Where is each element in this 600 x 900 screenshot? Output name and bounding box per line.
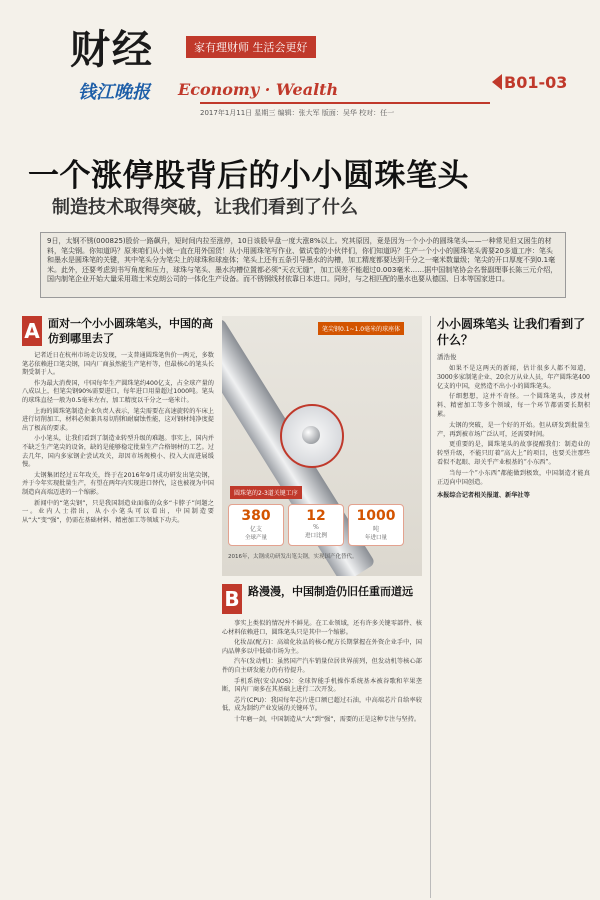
paragraph: 作为最大消费国，中国每年生产圆珠笔约400亿支，占全球产量的八成以上，但笔尖钢90%需要进口，每年进口用量超过1000吨。笔头的球珠直径一般为0.5毫米左右，加工精度以千分之一毫米计。: [22, 379, 214, 404]
pen-ball-icon: [302, 426, 320, 444]
paragraph: 事实上类似的情况并不鲜见。在工业领域，还有许多关键零部件、核心材料依赖进口，圆珠笔头只是其中一个缩影。: [222, 620, 422, 636]
issue-meta: 2017年1月11日 星期三 编辑：张大军 版面：吴华 校对：任一: [200, 109, 395, 117]
page-code: [492, 70, 580, 94]
paragraph: 太钢的突破，是一个好的开始。但从研发到批量生产，再到被市场广泛认可，还需要时间。: [437, 421, 590, 438]
arrow-left-icon: [492, 74, 502, 90]
stat-name: 全球产量: [244, 535, 267, 541]
section-title: 财经: [70, 27, 154, 73]
pen-infographic: [222, 316, 422, 576]
stat-card: [288, 504, 344, 546]
section-a-letter: A: [22, 316, 42, 346]
paragraph: 芯片(CPU)：我国每年芯片进口额已超过石油，中高端芯片自给率较低，成为制约产业发展的关键环节。: [222, 696, 422, 713]
middle-column: [222, 316, 422, 898]
sub-headline: 制造技术取得突破，让我们看到了什么: [52, 197, 358, 218]
section-a: [22, 316, 214, 898]
infographic-label-mid: 圆珠笔的2-3道关键工序: [230, 486, 302, 499]
paragraph: 更重要的是，圆珠笔头的故事提醒我们：制造业的转型升级，不能只盯着“高大上”的项目，也要关注那些看似不起眼、却关乎产业根基的“小东西”。: [437, 441, 590, 466]
stat-card: [348, 504, 404, 546]
main-headline: 一个涨停股背后的小小圆珠笔头: [28, 158, 469, 194]
section-b-body: [222, 620, 422, 725]
masthead: [0, 0, 600, 120]
page-code-label: B01-03: [504, 72, 568, 92]
newspaper-logo: 钱江晚报: [78, 82, 150, 103]
lead-paragraph: 9日，太钢不锈(000825)股价一路飙升，短时间内拉至涨停，10日该股早盘一度大涨8%以上。究其原因，竟是因为一个小小的圆珠笔头——一种常见但又困生的材料，笔尖钢。你知道吗？原来咱们从小就一直在用外国货！从小用圆珠笔写作业、做试卷的小伙伴们，你们知道吗？生产一个小小的圆珠笔头需要20多道工序：笔头和墨水是圆珠笔的关键，其中笔头分为笔尖上的球珠和球座体；笔头上还有五条引导墨水的沟槽，加工精度都要达到千分之一毫米数量级；笔尖的开口厚度不到0.1毫米。此外，还要考虑到书写角度和压力，球珠与笔头、墨水沟槽位置都必须“天衣无缝”，加工误差不能超过0.003毫米……据中国制笔协会名誉副理事长陈三元介绍，国内制笔企业开始大量采用瑞士米克朗公司的一体化生产设备。而不锈钢线材依靠日本进口。同时，与之相匹配的墨水也要从德国、日本等国家进口。: [40, 232, 566, 298]
commentary-body: [437, 365, 590, 487]
infographic-label-top: 笔尖钢0.1~1.0毫米的球座体: [318, 322, 404, 335]
section-b-header: [222, 584, 422, 614]
section-a-header: [22, 316, 214, 346]
paragraph: 手机系统(安卓/iOS)：全球智能手机操作系统基本被谷歌和苹果垄断，国内厂商多在其基础上进行二次开发。: [222, 677, 422, 694]
paragraph: 新闻中的“笔尖钢”，只是我国制造业面临的众多“卡脖子”问题之一。业内人士指出，从小小笔头可以看出，中国制造要从“大”变“强”，仍需在基础材料、精密加工等领域下功夫。: [22, 499, 214, 524]
commentary-byline: 潘浩俊: [437, 353, 457, 361]
stat-unit: 吨: [372, 526, 379, 533]
paragraph: 汽车(发动机)：虽然国产汽车销量位居世界前列，但发动机等核心部件的自主研发能力仍有待提升。: [222, 658, 422, 674]
section-a-body: [22, 352, 214, 525]
paragraph: 十年磨一剑，中国制造从“大”到“强”，需要的正是这种专注与坚持。: [234, 715, 421, 723]
stat-unit: 亿支: [249, 526, 262, 533]
infographic-note: 2016年，太钢成功研发出笔尖钢，实现国产化替代。: [228, 554, 358, 560]
paragraph: 记者近日在杭州市场走访发现，一支普通圆珠笔售价一两元，多数笔芯依赖进口笔尖钢，国内厂商虽然能生产笔杆等，但最核心的笔头长期受制于人。: [22, 352, 214, 377]
paragraph: 仔细想想，这并不奇怪。一个圆珠笔头，涉及材料、精密加工等多个领域，每一个环节都需要长期积累。: [437, 393, 590, 418]
section-b-letter: B: [222, 584, 242, 614]
commentary-source: 本报综合记者相关报道、新华社等: [437, 492, 530, 500]
stats-row: [228, 504, 404, 546]
section-english-title: Economy · Wealth: [178, 80, 339, 99]
stat-number: 380: [241, 508, 271, 524]
stat-number: 12: [306, 508, 326, 524]
paragraph: 当每一个“小东西”都能做到极致，中国制造才能真正迈向中国创造。: [437, 469, 590, 486]
stat-unit: %: [313, 524, 319, 531]
stat-name: 进口比例: [304, 533, 327, 539]
section-b-title: 路漫漫，中国制造仍旧任重而道远: [248, 585, 413, 598]
stat-card: [228, 504, 284, 546]
stat-number: 1000: [356, 508, 396, 524]
stat-name: 年进口量: [364, 535, 387, 541]
section-a-title: 面对一个小小圆珠笔头，中国的高仿到哪里去了: [48, 317, 213, 345]
paragraph: 上海的圆珠笔制造企业负责人表示，笔尖需要在高速旋转的车床上进行切削加工，材料必须兼具易切削和耐腐蚀性能，这对钢材纯净度提出了极高的要求。: [22, 407, 214, 432]
section-tagline: 家有理财师 生活会更好: [186, 36, 316, 58]
commentary-column: [430, 316, 590, 898]
paragraph: 如果不是这两天的新闻，估计很多人都不知道，3000多家制笔企业、20余万从业人员，年产圆珠笔400亿支的中国，竟然造不出小小的圆珠笔头。: [437, 365, 590, 390]
paragraph: 化妆品(配方)：高端化妆品的核心配方长期掌握在外资企业手中，国内品牌多以中低端市场为主。: [222, 639, 422, 655]
masthead-rule: [200, 102, 490, 104]
commentary-title: 小小圆珠笔头 让我们看到了什么？: [437, 317, 586, 347]
paragraph: 小小笔头，让我们看到了制造业转型升级的难题。事实上，国内并不缺乏生产笔尖的设备，缺的是能够稳定批量生产合格钢材的工艺。过去几年，国内多家钢企尝试攻关，却因市场规模小、投入大而进展缓慢。: [22, 435, 214, 469]
paragraph: 太钢集团经过五年攻关，终于在2016年9月成功研发出笔尖钢，并于今年实现批量生产，有望在两年内实现进口替代，这也被视为中国制造向高端迈进的一个缩影。: [22, 471, 214, 496]
